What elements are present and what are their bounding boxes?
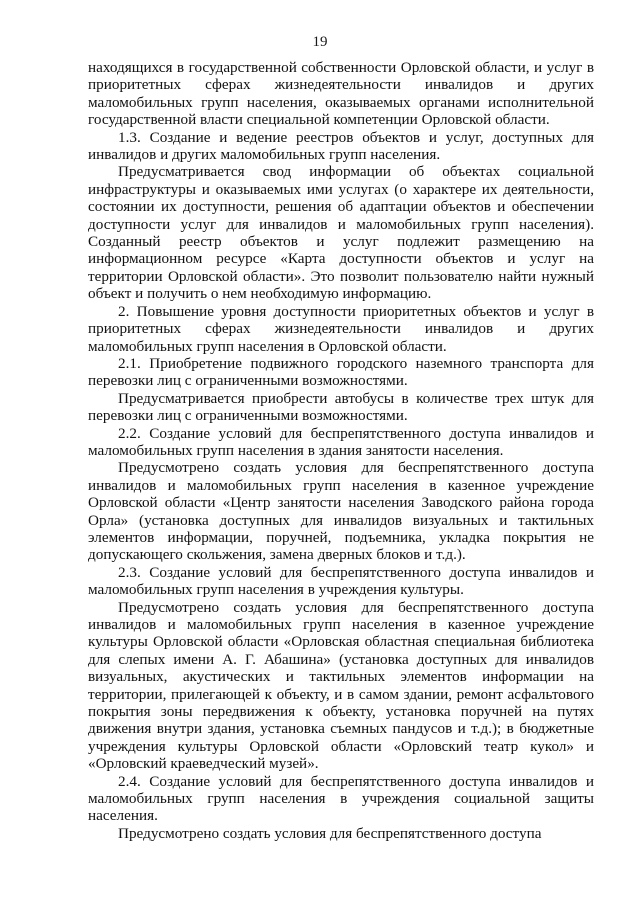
paragraph-item-1-3-heading: 1.3. Создание и ведение реестров объектов и услуг, доступных для инвалидов и других маломобильных групп населения. [88,128,594,164]
paragraph-item-1-3-description: Предусматривается свод информации об объектах социальной инфраструктуры и оказываемых ими услугах (о характере их деятельности, состоянии их доступности, решения об адаптации объектов и обеспечении доступности услуг для инвалидов и маломобильных групп населения). Созданный реестр объектов и услуг подлежит размещению на информационном ресурсе «Карта доступности объектов и услуг на территории Орловской области». Это позволит пользователю найти нужный объект и получить о нем необходимую информацию. [88,163,594,303]
paragraph-item-2-1-description: Предусматривается приобрести автобусы в количестве трех штук для перевозки лиц с ограниченными возможностями. [88,389,594,425]
paragraph-item-2-3-description: Предусмотрено создать условия для беспрепятственного доступа инвалидов и маломобильных групп населения в казенное учреждение культуры Орловской области «Орловская областная специальная библиотека для слепых имени А. Г. Абашина» (установка доступных для инвалидов визуальных, акустических и тактильных элементов информации на территории, прилегающей к объекту, и в самом здании, ремонт асфальтового покрытия зоны передвижения к объекту, установка поручней на путях движения внутри здания, установка съемных пандусов и т.д.); в бюджетные учреждения культуры Орловской области «Орловский театр кукол» и «Орловский краеведческий музей». [88,598,594,773]
paragraph-item-2-2-heading: 2.2. Создание условий для беспрепятственного доступа инвалидов и маломобильных групп населения в здания занятости населения. [88,424,594,459]
paragraph-item-2-4-heading: 2.4. Создание условий для беспрепятственного доступа инвалидов и маломобильных групп населения в учреждения социальной защиты населения. [88,772,594,825]
paragraph-item-2-1-heading: 2.1. Приобретение подвижного городского наземного транспорта для перевозки лиц с ограниченными возможностями. [88,354,594,390]
page-number: 19 [312,34,328,50]
paragraph-item-2-4-description: Предусмотрено создать условия для беспрепятственного доступа [118,824,542,842]
paragraph-continuation: находящихся в государственной собственности Орловской области, и услуг в приоритетных сферах жизнедеятельности инвалидов и других маломобильных групп населения, оказываемых органами исполнительной государственной власти специальной компетенции Орловской области. [88,59,594,129]
paragraph-section-2-heading: 2. Повышение уровня доступности приоритетных объектов и услуг в приоритетных сферах жизнедеятельности инвалидов и других маломобильных групп населения в Орловской области. [88,302,594,355]
document-body [88,59,594,842]
paragraph-item-2-2-description: Предусмотрено создать условия для беспрепятственного доступа инвалидов и маломобильных групп населения в казенное учреждение Орловской области «Центр занятости населения Заводского района города Орла» (установка доступных для инвалидов визуальных и тактильных элементов информации, поручней, подъемника, укладка покрытия не допускающего скольжения, замена дверных блоков и т.д.). [88,459,594,564]
paragraph-item-2-3-heading: 2.3. Создание условий для беспрепятственного доступа инвалидов и маломобильных групп населения в учреждения культуры. [88,563,594,599]
